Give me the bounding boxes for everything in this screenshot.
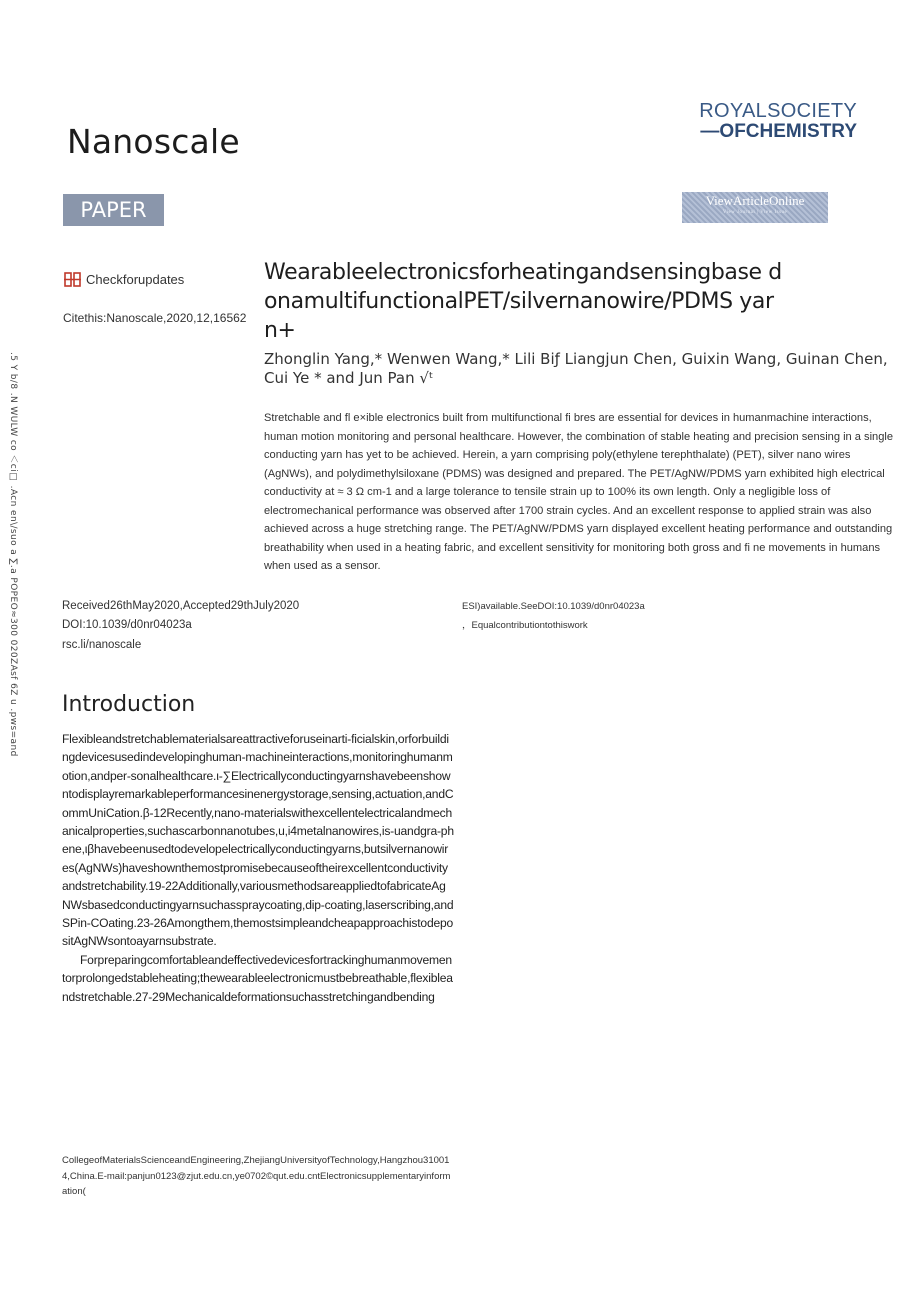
view-article-online-button[interactable] xyxy=(682,192,828,223)
publisher-logo[interactable] xyxy=(699,100,857,142)
article-title: Wearableelectronicsforheatingandsensingbase donamultifunctionalPET/silvernanowire/PDMS yarn+ xyxy=(264,260,782,343)
doi[interactable]: DOI:10.1039/d0nr04023a xyxy=(62,619,192,631)
view-journal-issue-links[interactable]: View Journal | View Issue xyxy=(722,210,788,215)
introduction-body xyxy=(62,730,454,1006)
view-article-online-label: ViewArticleOnline xyxy=(705,193,805,208)
check-updates-icon xyxy=(64,271,81,288)
author-list: Zhonglin Yang,* Wenwen Wang,* Lili Biƒ Liangjun Chen, Guixin Wang, Guinan Chen, Cui Ye * and Jun Pan √ᵗ xyxy=(264,350,888,387)
abstract: Stretchable and fl e×ible electronics built from multifunctional fi bres are essential for devices in humanmachine interactions, human motion monitoring and personal healthcare. However, the combination of stable heating and precision sensing in a single conducting yarn has yet to be achieved. Herein, a yarn comprising poly(ethylene terephthalate) (PET), silver nano wires (AgNWs), and polydimethylsiloxane (PDMS) was designed and prepared. The PET/AgNW/PDMS yarn exhibited high electrical conductivity at ≈ 3 Ω cm-1 and a large tolerance to tensile strain up to 100% its own length. Only a negligible loss of electromechanical performance was observed after 1700 strain cycles. And an excellent response to applied strain was also achieved across a huge stretching range. The PET/AgNW/PDMS yarn displayed excellent heating performance and outstanding breathability when used in a heating fabric, and excellent sensitivity for monitoring both gross and fi ne movements in humans when used as a sensor. xyxy=(264,412,894,572)
introduction-paragraph-1: Flexibleandstretchablematerialsareattractiveforuseinarti-ficialskin,orforbuildingdevicesusedindevelopinghuman-machineinteractions,monitoringhumanmotion,andper-sonalhealthcare.ι-∑Electricallyconductingyarnshavebeenshowntodisplayremarkableperformancesinenergystorage,sensing,actuation,andCommUniCation.β-12Recently,nano-materialswithexcellentelectricalandmechanicalproperties,suchascarbonnanotubes,u,i4metalnanowires,is-uandgra-phene,ιβhavebeenusedtodevelopelectricallyconductingyarns,butsilvernanowires(AgNWs)haveshownthemostpromisebecauseoftheirexcellentconductivityandstretchability.19-22Additionally,variousmethodsareappliedtofabricateAgNWsbasedconductingyarnsuchassprayсoating,dip-coating,laserscribing,andSPin-COating.23-26Amongthem,themostsimpleandcheapapproachistodepositAgNWsontoayarnsubstrate. xyxy=(62,732,454,949)
article-dates xyxy=(62,597,299,635)
article-type-badge: PAPER xyxy=(63,194,164,226)
citation: Citethis:Nanoscale,2020,12,16562 xyxy=(63,311,247,325)
article-notes xyxy=(462,597,645,635)
publisher-logo-line1: ROYALSOCIETY xyxy=(699,100,857,122)
check-for-updates-label: Checkforupdates xyxy=(86,272,185,287)
publisher-logo-line2: —OFCHEMISTRY xyxy=(700,121,857,142)
esi-note: ESI)available.SeeDOI:10.1039/d0nr04023a xyxy=(462,601,645,612)
side-download-watermark: .5 Y b/8 .N WULW co ＜ci□ .Acn en\/suo a ∑.a POPEO≈300 020ZAsf 6Z u .pws=and xyxy=(8,352,18,757)
received-accepted-dates: Received26thMay2020,Accepted29thJuly2020 xyxy=(62,600,300,612)
journal-name: Nanoscale xyxy=(67,122,240,161)
section-heading-introduction: Introduction xyxy=(62,692,196,717)
affiliation-footnote: CollegeofMaterialsScienceandEngineering,ZhejiangUniversityofTechnology,Hangzhou310014,China.E-mail:panjun0123@zjut.edu.cn,ye0702©qut.edu.cntElectronicsupplementaryinformation( xyxy=(62,1155,451,1197)
check-for-updates-link[interactable] xyxy=(64,271,184,288)
journal-link[interactable]: rsc.li/nanoscale xyxy=(62,639,142,651)
introduction-paragraph-2: Forpreparingcomfortableandeffectivedevicesfortrackinghumanmovementorprolongedstableheating;thewearableelectronicmustbebreathable,flexibleandstretchable.27-29Mechanicaldeformationsuchasstretchingandbending xyxy=(62,952,453,1004)
equal-contribution-note: ，Equalcontributiontothiswork xyxy=(462,620,588,631)
